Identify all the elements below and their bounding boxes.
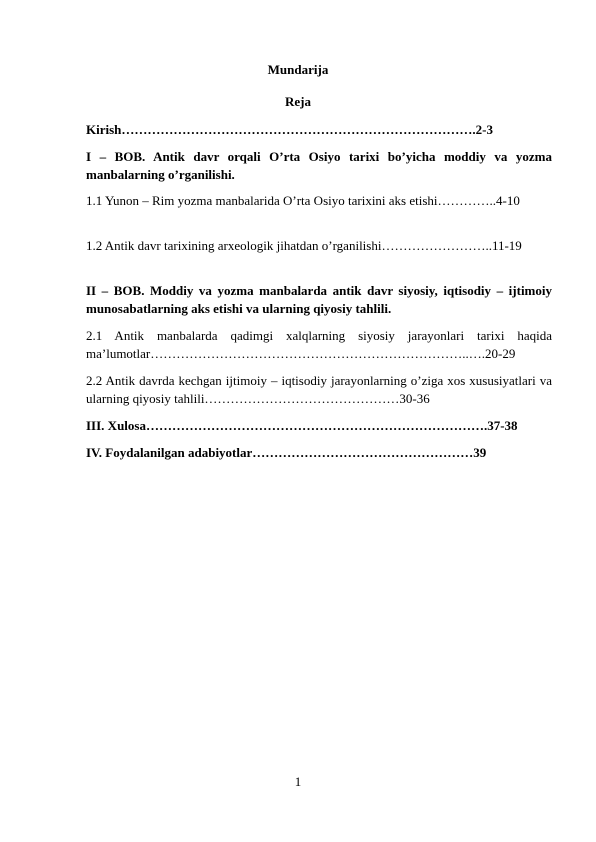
toc-entry-section-1-2: 1.2 Antik davr tarixining arxeologik jihatdan o’rganilishi……………………..11-19 [86,238,522,253]
document-title: Mundarija [267,62,329,77]
toc-entry-section-1-1: 1.1 Yunon – Rim yozma manbalarida O’rta Osiyo tarixini aks etishi…………..4-10 [86,193,520,208]
toc-entry-chapter-1: I – BOB. Antik davr orqali O’rta Osiyo tarixi bo’yicha moddiy va yozma manbalarning o’rganilishi. [86,149,552,182]
toc-entry-adabiyotlar: IV. Foydalanilgan adabiyotlar……………………………………………39 [86,445,487,460]
toc-entry-chapter-2: II – BOB. Moddiy va yozma manbalarda antik davr siyosiy, iqtisodiy – ijtimoiy munosabatlarning aks etishi va ularning qiyosiy tahlili. [86,283,552,316]
document-subtitle: Reja [285,94,311,109]
page-number: 1 [294,774,302,789]
toc-entry-xulosa: III. Xulosa…………………………………………………………………….37-38 [86,418,518,433]
toc-entry-section-2-1: 2.1 Antik manbalarda qadimgi xalqlarning siyosiy jarayonlari tarixi haqida ma’lumotlar………………………………………………………………..….20-29 [86,328,552,361]
toc-entry-kirish: Kirish……………………………………………………………………….2-3 [86,122,493,137]
toc-entry-section-2-2: 2.2 Antik davrda kechgan ijtimoiy – iqtisodiy jarayonlarning o’ziga xos xususiyatlari va ularning qiyosiy tahlili………………………………………30-36 [86,373,552,406]
